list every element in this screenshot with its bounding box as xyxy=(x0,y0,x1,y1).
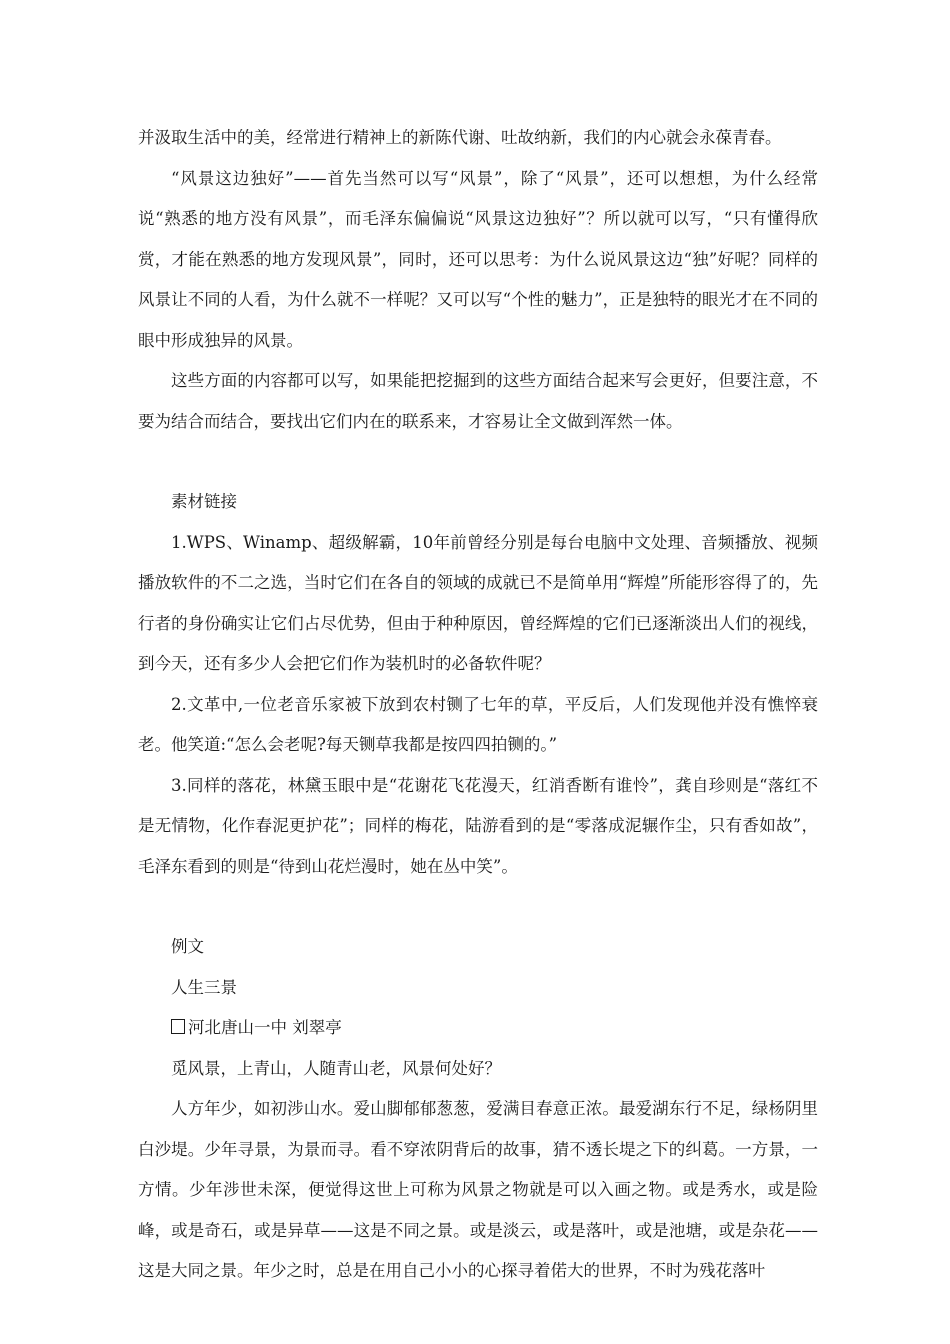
material-item-2: 2.文革中,一位老音乐家被下放到农村铡了七年的草，平反后，人们发现他并没有憔悴衰老。他笑道:“怎么会老呢?每天铡草我都是按四四拍铡的。” xyxy=(138,694,818,754)
material-heading: 素材链接 xyxy=(171,492,237,511)
material-item-1: 1.WPS、Winamp、超级解霸，10年前曾经分别是每台电脑中文处理、音频播放、视频播放软件的不二之选，当时它们在各自的领域的成就已不是简单用“辉煌”所能形容得了的，先行者的身份确实让它们占尽优势，但由于种种原因，曾经辉煌的它们已逐渐淡出人们的视线，到今天，还有多少人会把它们作为装机时的必备软件呢？ xyxy=(138,532,818,673)
essay-paragraph-2: 人方年少，如初涉山水。爱山脚郁郁葱葱，爱满目春意正浓。最爱湖东行不足，绿杨阴里白沙堤。少年寻景，为景而寻。看不穿浓阴背后的故事，猜不透长堤之下的纠葛。一方景，一方情。少年涉世未深，便觉得这世上可称为风景之物就是可以入画之物。或是秀水，或是险峰，或是奇石，或是异草——这是不同之景。或是淡云，或是落叶，或是池塘，或是杂花——这是大同之景。年少之时，总是在用自己小小的心探寻着偌大的世界，不时为残花落叶 xyxy=(138,1099,818,1280)
author-text: 河北唐山一中 刘翠亭 xyxy=(188,1018,342,1037)
section-gap xyxy=(138,887,818,927)
paragraph-combine-advice: 这些方面的内容都可以写，如果能把挖掘到的这些方面结合起来写会更好，但要注意，不要为结合而结合，要找出它们内在的联系来，才容易让全文做到浑然一体。 xyxy=(138,371,818,431)
material-item-3: 3.同样的落花，林黛玉眼中是“花谢花飞花漫天，红消香断有谁怜”，龚自珍则是“落红不是无情物，化作春泥更护花”；同样的梅花，陆游看到的是“零落成泥辗作尘，只有香如故”，毛泽东看到的则是“待到山花烂漫时，她在丛中笑”。 xyxy=(138,775,818,876)
essay-title: 人生三景 xyxy=(171,977,237,997)
paragraph-scenery: “风景这边独好”——首先当然可以写“风景”，除了“风景”，还可以想想，为什么经常说“熟悉的地方没有风景”，而毛泽东偏偏说“风景这边独好”？所以就可以写，“只有懂得欣赏，才能在熟悉的地方发现风景”，同时，还可以思考：为什么说风景这边“独”好呢？同样的风景让不同的人看，为什么就不一样呢？又可以写“个性的魅力”，正是独特的眼光才在不同的眼中形成独异的风景。 xyxy=(138,168,818,350)
essay-paragraph-1: 觅风景，上青山，人随青山老，风景何处好？ xyxy=(171,1058,501,1078)
document-body xyxy=(138,118,818,1292)
section-gap xyxy=(138,442,818,482)
author-line xyxy=(138,1008,818,1049)
example-heading: 例文 xyxy=(171,937,204,956)
paragraph-continuation: 并汲取生活中的美，经常进行精神上的新陈代谢、吐故纳新，我们的内心就会永葆青春。 xyxy=(138,128,782,147)
box-placeholder-icon xyxy=(171,1019,185,1034)
